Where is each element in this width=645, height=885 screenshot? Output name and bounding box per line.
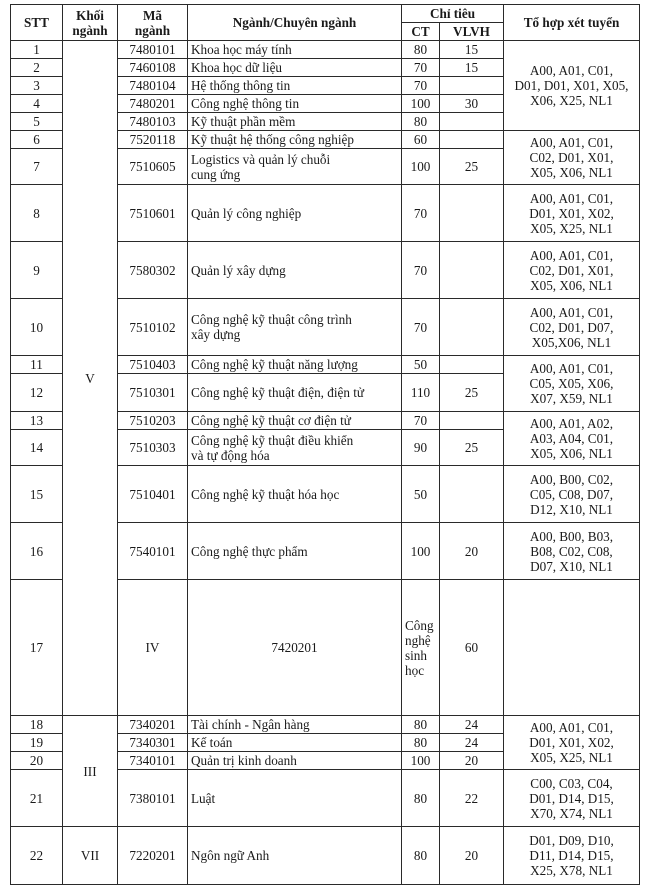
cell-stt: 2 (11, 59, 63, 77)
cell-to-hop (504, 356, 640, 412)
cell-vlvh: 25 (440, 374, 504, 412)
cell-ma: 7510605 (118, 149, 188, 185)
cell-ma: 7460108 (118, 59, 188, 77)
cell-stt: 5 (11, 113, 63, 131)
cell-ct: 70 (402, 59, 440, 77)
combo-line: D11, D14, D15, (529, 848, 614, 863)
name-line: xây dựng (191, 327, 241, 342)
cell-ten: Luật (188, 770, 402, 827)
combo-line: A00, B00, B03, (529, 528, 614, 544)
cell-ma: 7480103 (118, 113, 188, 131)
combo-line: X06, X25, NL1 (530, 93, 613, 108)
combo-line: D12, X10, NL1 (530, 501, 613, 517)
cell-to-hop (504, 827, 640, 885)
cell-ten: Khoa học máy tính (188, 41, 402, 59)
combo-line: X05, X25, NL1 (530, 750, 613, 765)
table-row (11, 827, 640, 885)
combo-line: D01, X01, X02, (529, 205, 614, 221)
cell-ct: 90 (402, 430, 440, 466)
combo-line: A00, A01, C01, (529, 361, 614, 376)
cell-vlvh: 25 (440, 430, 504, 466)
cell-ten: Công nghệ thông tin (188, 95, 402, 113)
cell-stt: 8 (11, 185, 63, 242)
cell-ten: Công nghệ kỹ thuật điện, điện tử (188, 374, 402, 412)
cell-to-hop (504, 299, 640, 356)
cell-ten: Kỹ thuật hệ thống công nghiệp (188, 131, 402, 149)
combo-line: X07, X59, NL1 (530, 391, 613, 406)
cell-ct: 100 (402, 523, 440, 580)
cell-ma: 7480104 (118, 77, 188, 95)
cell-vlvh: 20 (440, 827, 504, 885)
header-nganh: Ngành/Chuyên ngành (188, 5, 402, 41)
cell-ct: 110 (402, 374, 440, 412)
combo-line: C05, X05, X06, (529, 376, 614, 391)
cell-ma: 7510102 (118, 299, 188, 356)
table-row (11, 716, 640, 734)
cell-vlvh: 30 (440, 95, 504, 113)
cell-stt: 13 (11, 412, 63, 430)
combo-line: C05, C08, D07, (529, 486, 614, 502)
combo-line: D07, X10, NL1 (530, 558, 613, 574)
combo-line: C02, D01, X01, (529, 262, 614, 278)
table-row (11, 41, 640, 59)
combo-line: D01, D14, D15, (529, 790, 614, 806)
cell-ma: 7340201 (118, 716, 188, 734)
cell-vlvh: 24 (440, 716, 504, 734)
combo-line: X05, X06, NL1 (530, 165, 613, 180)
cell-ma: 7510303 (118, 430, 188, 466)
cell-to-hop (504, 412, 640, 466)
combo-line: A00, A01, C01, (529, 190, 614, 206)
header-khoi-line1: Khối (76, 7, 104, 23)
cell-to-hop (504, 466, 640, 523)
combo-line: A00, A01, C01, (529, 247, 614, 263)
name-line: Công nghệ kỹ thuật công trình (191, 312, 352, 327)
cell-to-hop (504, 41, 640, 131)
combo-line: A00, A01, C01, (529, 720, 614, 735)
combo-line: X05, X25, NL1 (530, 220, 613, 236)
cell-ten: Quản trị kinh doanh (188, 752, 402, 770)
cell-stt: 16 (11, 523, 63, 580)
header-ma-line2: ngành (134, 22, 171, 38)
header-stt: STT (11, 5, 63, 41)
cell-stt: 14 (11, 430, 63, 466)
cell-stt: 15 (11, 466, 63, 523)
header-to-hop: Tổ hợp xét tuyển (504, 5, 640, 41)
cell-ct: 100 (402, 95, 440, 113)
cell-stt: 9 (11, 242, 63, 299)
cell-vlvh (440, 113, 504, 131)
combo-line: C02, D01, X01, (529, 150, 614, 165)
combo-line: A00, A01, C01, (529, 135, 614, 150)
cell-ct: 50 (402, 356, 440, 374)
cell-ma: 7510203 (118, 412, 188, 430)
cell-stt: 22 (11, 827, 63, 885)
cell-ct: 80 (402, 827, 440, 885)
cell-ten (188, 299, 402, 356)
cell-vlvh (440, 412, 504, 430)
combo-line: B08, C02, C08, (530, 543, 613, 559)
combo-line: X05,X06, NL1 (531, 334, 612, 350)
cell-ten (188, 430, 402, 466)
combo-line: X05, X06, NL1 (530, 277, 613, 293)
cell-stt: 18 (11, 716, 63, 734)
cell-vlvh: 25 (440, 149, 504, 185)
header-chi-tieu: Chỉ tiêu (402, 5, 504, 23)
cell-to-hop (504, 185, 640, 242)
cell-ten: Công nghệ sinh học (402, 580, 440, 716)
cell-ten: Tài chính - Ngân hàng (188, 716, 402, 734)
cell-stt: 4 (11, 95, 63, 113)
combo-line: C02, D01, D07, (529, 319, 614, 335)
cell-ten: Khoa học dữ liệu (188, 59, 402, 77)
cell-ct: 80 (402, 113, 440, 131)
cell-ten: Công nghệ kỹ thuật hóa học (188, 466, 402, 523)
cell-ct: 100 (402, 752, 440, 770)
cell-vlvh: 20 (440, 523, 504, 580)
cell-vlvh (440, 185, 504, 242)
cell-ma: 7580302 (118, 242, 188, 299)
cell-vlvh: 15 (440, 41, 504, 59)
cell-ten: Công nghệ thực phẩm (188, 523, 402, 580)
cell-khoi: VII (63, 827, 118, 885)
cell-ma: 7510601 (118, 185, 188, 242)
cell-khoi: V (63, 41, 118, 716)
cell-to-hop (504, 131, 640, 185)
cell-vlvh (440, 242, 504, 299)
cell-ten: Ngôn ngữ Anh (188, 827, 402, 885)
name-line: Công nghệ kỹ thuật điều khiển (191, 432, 354, 448)
cell-khoi: III (63, 716, 118, 827)
cell-vlvh: 15 (440, 59, 504, 77)
cell-ma: 7380101 (118, 770, 188, 827)
combo-line: X70, X74, NL1 (530, 805, 613, 821)
cell-to-hop (504, 770, 640, 827)
cell-ma: 7510301 (118, 374, 188, 412)
cell-ma: 7480101 (118, 41, 188, 59)
cell-vlvh (440, 356, 504, 374)
cell-stt: 11 (11, 356, 63, 374)
header-row-1 (11, 5, 640, 23)
name-line: cung ứng (191, 166, 241, 182)
cell-ct: 80 (402, 770, 440, 827)
cell-ma: 7340301 (118, 734, 188, 752)
cell-ten: Hệ thống thông tin (188, 77, 402, 95)
cell-ma: 7480201 (118, 95, 188, 113)
cell-ct: 60 (402, 131, 440, 149)
cell-ma: 7340101 (118, 752, 188, 770)
cell-vlvh (504, 580, 640, 716)
cell-stt: 7 (11, 149, 63, 185)
cell-ten: Công nghệ kỹ thuật cơ điện tử (188, 412, 402, 430)
cell-to-hop (504, 716, 640, 770)
header-ma-nganh (118, 5, 188, 41)
cell-to-hop (504, 523, 640, 580)
cell-ct: 80 (402, 41, 440, 59)
cell-khoi: IV (118, 580, 188, 716)
cell-ct: 80 (402, 716, 440, 734)
cell-ct: 70 (402, 412, 440, 430)
cell-stt: 12 (11, 374, 63, 412)
header-khoi-nganh (63, 5, 118, 41)
cell-ten: Kế toán (188, 734, 402, 752)
combo-line: D01, D01, X01, X05, (514, 78, 629, 93)
cell-stt: 17 (11, 580, 63, 716)
admission-quota-table (10, 4, 640, 885)
cell-ma: 7540101 (118, 523, 188, 580)
cell-stt: 3 (11, 77, 63, 95)
cell-ma: 7220201 (118, 827, 188, 885)
cell-ten: Quản lý công nghiệp (188, 185, 402, 242)
cell-ct: 70 (402, 242, 440, 299)
cell-vlvh: 22 (440, 770, 504, 827)
cell-vlvh: 20 (440, 752, 504, 770)
cell-vlvh (440, 77, 504, 95)
combo-line: A00, A01, A02, (529, 416, 614, 431)
cell-vlvh (440, 299, 504, 356)
cell-to-hop (504, 242, 640, 299)
cell-ct: 70 (402, 185, 440, 242)
cell-ct: 50 (402, 466, 440, 523)
cell-vlvh (440, 131, 504, 149)
cell-ten: Công nghệ kỹ thuật năng lượng (188, 356, 402, 374)
header-vlvh: VLVH (440, 23, 504, 41)
cell-stt: 19 (11, 734, 63, 752)
combo-line: C00, C03, C04, (530, 775, 613, 791)
combo-line: X05, X06, NL1 (530, 446, 613, 461)
name-line: Logistics và quản lý chuỗi (191, 151, 331, 167)
cell-ct: 70 (402, 77, 440, 95)
name-line: và tự động hóa (191, 447, 270, 463)
cell-ten: Kỹ thuật phần mềm (188, 113, 402, 131)
cell-ma: 7510403 (118, 356, 188, 374)
combo-line: A03, A04, C01, (529, 431, 614, 446)
combo-line: D01, X01, X02, (529, 735, 614, 750)
header-ct: CT (402, 23, 440, 41)
cell-ct: 70 (402, 299, 440, 356)
combo-line: X25, X78, NL1 (530, 863, 613, 878)
combo-line: D01, D09, D10, (529, 833, 614, 848)
header-khoi-line2: ngành (72, 22, 108, 38)
cell-stt: 1 (11, 41, 63, 59)
combo-line: A00, A01, C01, (529, 304, 614, 320)
cell-ct: 80 (402, 734, 440, 752)
cell-ma: 7510401 (118, 466, 188, 523)
cell-ma: 7420201 (188, 580, 402, 716)
combo-line: A00, A01, C01, (529, 63, 614, 78)
cell-stt: 21 (11, 770, 63, 827)
cell-stt: 20 (11, 752, 63, 770)
cell-ct: 100 (402, 149, 440, 185)
header-ma-line1: Mã (142, 7, 163, 23)
cell-ten (188, 149, 402, 185)
cell-ct: 60 (440, 580, 504, 716)
cell-ma: 7520118 (118, 131, 188, 149)
combo-line: A00, B00, C02, (529, 471, 614, 487)
cell-stt: 10 (11, 299, 63, 356)
cell-ten: Quản lý xây dựng (188, 242, 402, 299)
cell-vlvh: 24 (440, 734, 504, 752)
cell-stt: 6 (11, 131, 63, 149)
cell-vlvh (440, 466, 504, 523)
